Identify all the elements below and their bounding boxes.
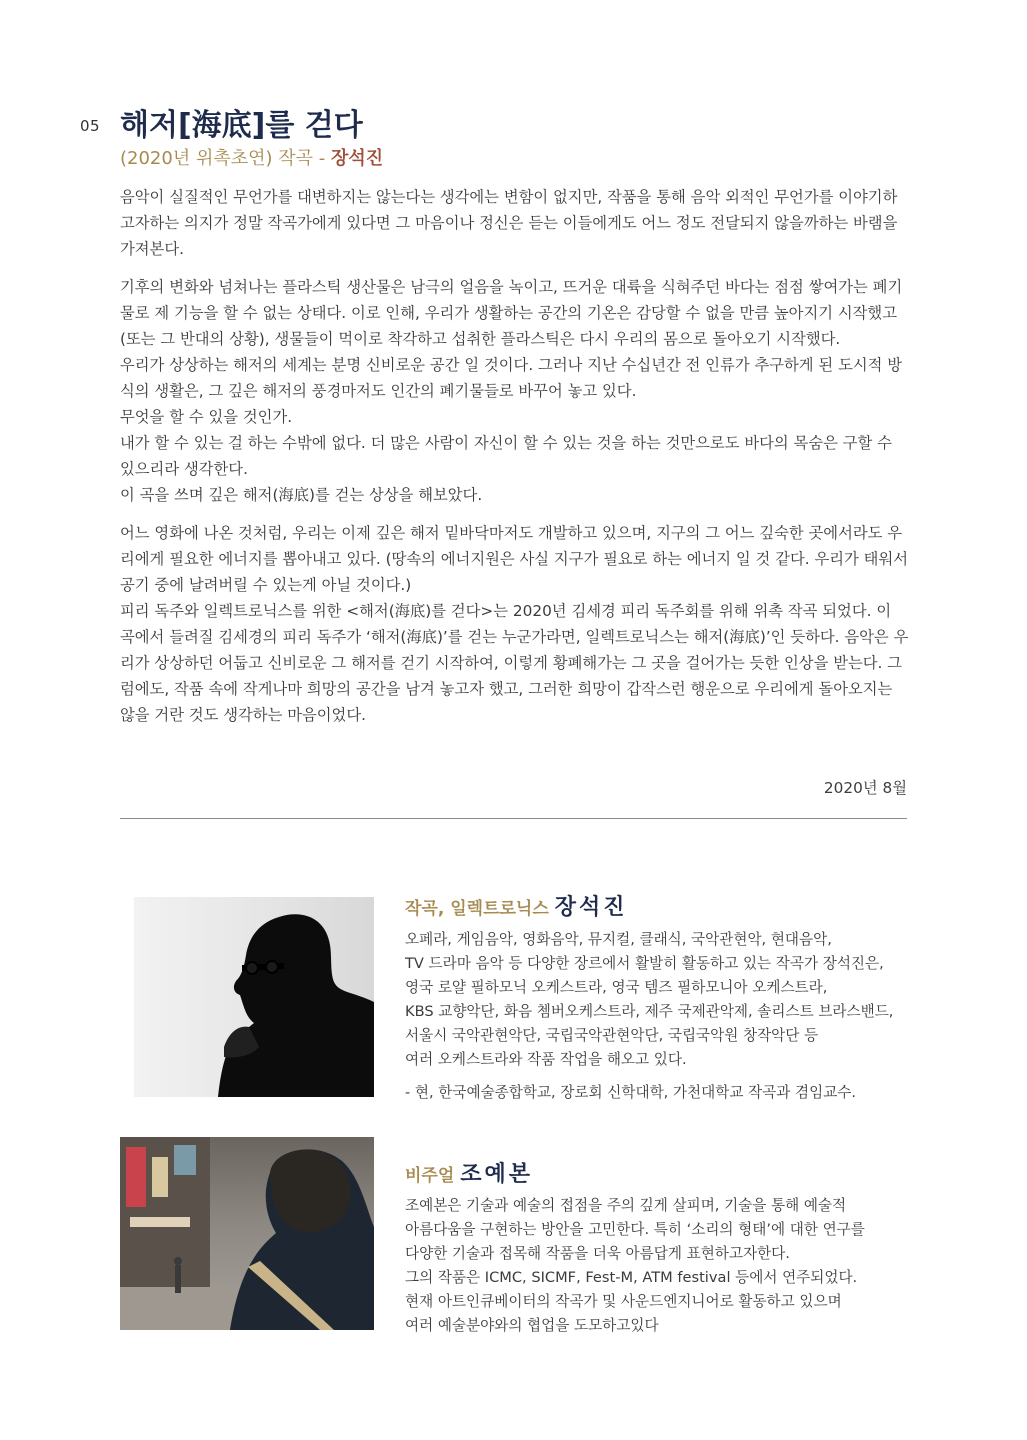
bio-name: 조예본 xyxy=(460,1162,534,1187)
note-date: 2020년 8월 xyxy=(823,779,907,797)
paragraph-2-line: 이 곡을 쓰며 깊은 해저(海底)를 걷는 상상을 해보았다. xyxy=(120,486,483,504)
paragraph-1: 음악이 실질적인 무언가를 대변하지는 않는다는 생각에는 변함이 없지만, 작품을 통해 음악 외적인 무언가를 이야기하고자하는 의지가 정말 작곡가에게 있다면 그 마음이나 정신은 듣는 이들에게도 어느 정도 전달되지 않을까하는 바램을 가져본다. xyxy=(120,188,898,258)
bio-line: 여러 오케스트라와 작품 작업을 해오고 있다. xyxy=(405,1051,687,1068)
bio-line: 영국 로얄 필하모닉 오케스트라, 영국 템즈 필하모니아 오케스트라, xyxy=(405,979,828,996)
composer-photo xyxy=(134,897,374,1097)
composer-portrait-image xyxy=(134,897,374,1097)
bio-role: 비주얼 xyxy=(405,1166,455,1186)
bio-text-composer xyxy=(405,928,915,1105)
program-note xyxy=(120,184,910,740)
bio-heading-composer xyxy=(405,890,628,921)
bio-line: 여러 예술분야와의 협업을 도모하고있다 xyxy=(405,1317,659,1334)
composer-name: 장석진 xyxy=(330,148,384,169)
paragraph-2-line: 기후의 변화와 넘쳐나는 플라스틱 생산물은 남극의 얼음을 녹이고, 뜨거운 대륙을 식혀주던 바다는 점점 쌓여가는 폐기물로 제 기능을 할 수 없는 상태다. 이로 인해, 우리가 생활하는 공간의 기온은 감당할 수 없을 만큼 높아지기 시작했고 (또는 그 반대의 상황), 생물들이 먹이로 착각하고 섭취한 플라스틱은 다시 우리의 몸으로 돌아오기 시작했다. xyxy=(120,278,903,348)
bio-line: KBS 교향악단, 화음 쳄버오케스트라, 제주 국제관악제, 솔리스트 브라스밴드, xyxy=(405,1003,894,1020)
paragraph-3-line: 피리 독주와 일렉트로닉스를 위한 <해저(海底)를 걷다>는 2020년 김세경 피리 독주회를 위해 위촉 작곡 되었다. 이 곡에서 들려질 김세경의 피리 독주가 ‘해저(海底)’를 걷는 누군가라면, 일렉트로닉스는 해저(海底)’인 듯하다. 음악은 우리가 상상하던 어둡고 신비로운 그 해저를 걷기 시작하여, 이렇게 황폐해가는 그 곳을 걸어가는 듯한 인상을 받는다. 그럼에도, 작품 속에 작게나마 희망의 공간을 남겨 놓고자 했고, 그러한 희망이 갑작스런 행운으로 우리에게 돌아오지는 않을 거란 것도 생각하는 마음이었다. xyxy=(120,602,909,724)
paragraph-2-line: 내가 할 수 있는 걸 하는 수밖에 없다. 더 많은 사람이 자신이 할 수 있는 것을 하는 것만으로도 바다의 목숨은 구할 수 있으리라 생각한다. xyxy=(120,434,892,478)
bio-line: 아름다움을 구현하는 방안을 고민한다. 특히 ‘소리의 형태’에 대한 연구를 xyxy=(405,1221,865,1238)
bio-line: 조예본은 기술과 예술의 접점을 주의 깊게 살피며, 기술을 통해 예술적 xyxy=(405,1197,847,1214)
bio-role: 작곡, 일렉트로닉스 xyxy=(405,899,549,919)
page-number: 05 xyxy=(80,117,101,135)
page-title: 해저[海底]를 걷다 xyxy=(120,108,363,143)
paragraph-3-line: 어느 영화에 나온 것처럼, 우리는 이제 깊은 해저 밑바닥마저도 개발하고 있으며, 지구의 그 어느 깊숙한 곳에서라도 우리에게 필요한 에너지를 뽑아내고 있다. (땅속의 에너지원은 사실 지구가 필요로 하는 에너지 일 것 같다. 우리가 태워서 공기 중에 날려버릴 수 있는게 아닐 것이다.) xyxy=(120,524,909,594)
bio-name: 장석진 xyxy=(554,895,628,920)
subtitle-prefix: (2020년 위촉초연) 작곡 - xyxy=(120,148,331,169)
bio-line: TV 드라마 음악 등 다양한 장르에서 활발히 활동하고 있는 작곡가 장석진은, xyxy=(405,955,884,972)
paragraph-2-line: 우리가 상상하는 해저의 세계는 분명 신비로운 공간 일 것이다. 그러나 지난 수십년간 전 인류가 추구하게 된 도시적 방식의 생활은, 그 깊은 해저의 풍경마저도 인간의 폐기물들로 바꾸어 놓고 있다. xyxy=(120,356,903,400)
bio-line: 서울시 국악관현악단, 국립국악관현악단, 국립국악원 창작악단 등 xyxy=(405,1027,819,1044)
visual-artist-street-image xyxy=(120,1137,374,1330)
paragraph-3 xyxy=(120,520,910,728)
bio-line: 현재 아트인큐베이터의 작곡가 및 사운드엔지니어로 활동하고 있으며 xyxy=(405,1293,842,1310)
visual-artist-photo xyxy=(120,1137,374,1330)
page-subtitle xyxy=(120,144,383,170)
paragraph-2-line: 무엇을 할 수 있을 것인가. xyxy=(120,408,293,426)
bio-note: - 현, 한국예술종합학교, 장로회 신학대학, 가천대학교 작곡과 겸임교수. xyxy=(405,1084,857,1101)
section-divider xyxy=(120,818,907,819)
bio-line: 다양한 기술과 접목해 작품을 더욱 아름답게 표현하고자한다. xyxy=(405,1245,790,1262)
bio-line: 그의 작품은 ICMC, SICMF, Fest-M, ATM festival 등에서 연주되었다. xyxy=(405,1269,858,1286)
bio-line: 오페라, 게임음악, 영화음악, 뮤지컬, 클래식, 국악관현악, 현대음악, xyxy=(405,931,832,948)
bio-text-visual xyxy=(405,1194,915,1338)
bio-heading-visual xyxy=(405,1157,533,1188)
paragraph-2 xyxy=(120,274,910,508)
